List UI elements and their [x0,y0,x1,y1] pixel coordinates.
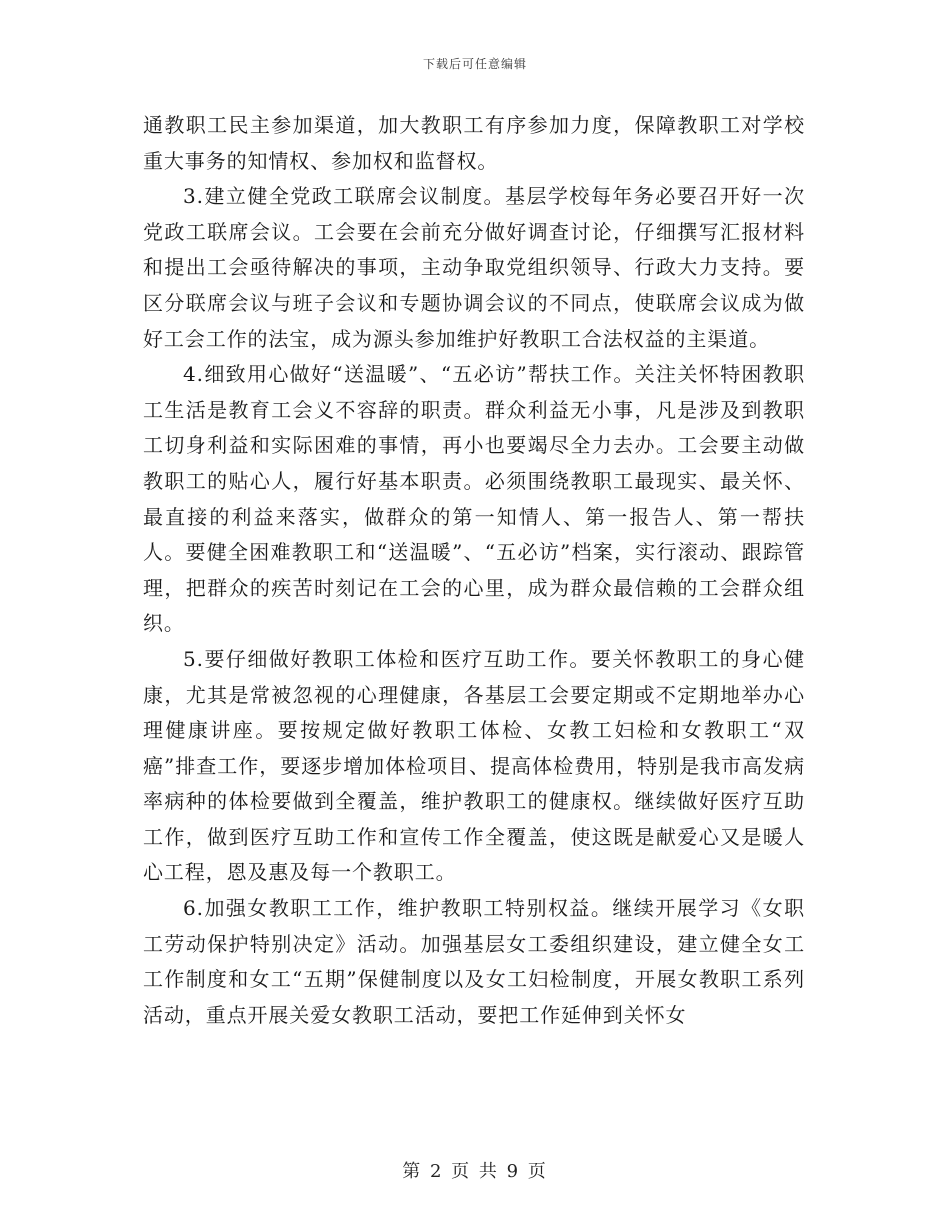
page-footer [0,1157,950,1183]
body-text [143,108,805,1033]
paragraph-item-3: 3.建立健全党政工联席会议制度。基层学校每年务必要召开好一次党政工联席会议。工会要在会前充分做好调查讨论，仔细撰写汇报材料和提出工会亟待解决的事项，主动争取党组织领导、行政大力支持。要区分联席会议与班子会议和专题协调会议的不同点，使联席会议成为做好工会工作的法宝，成为源头参加维护好教职工合法权益的主渠道。 [143,184,805,351]
paragraph-item-6: 6.加强女教职工工作，维护教职工特别权益。继续开展学习《女职工劳动保护特别决定》活动。加强基层女工委组织建设，建立健全女工工作制度和女工“五期”保健制度以及女工妇检制度，开展女教职工系列活动，重点开展关爱女教职工活动，要把工作延伸到关怀女 [143,896,805,1027]
page-number: 第 2 页 共 9 页 [402,1161,548,1182]
paragraph-item-5: 5.要仔细做好教职工体检和医疗互助工作。要关怀教职工的身心健康，尤其是常被忽视的心理健康，各基层工会要定期或不定期地举办心理健康讲座。要按规定做好教职工体检、女教工妇检和女教职工“双癌”排查工作，要逐步增加体检项目、提高体检费用，特别是我市高发病率病种的体检要做到全覆盖，维护教职工的健康权。继续做好医疗互助工作，做到医疗互助工作和宣传工作全覆盖，使这既是献爱心又是暖人心工程，恩及惠及每一个教职工。 [143,646,805,885]
header-note: 下载后可任意编辑 [422,57,527,71]
paragraph-continuation: 通教职工民主参加渠道，加大教职工有序参加力度，保障教职工对学校重大事务的知情权、参加权和监督权。 [143,113,805,173]
paragraph-item-4: 4.细致用心做好“送温暖”、“五必访”帮扶工作。关注关怀特困教职工生活是教育工会义不容辞的职责。群众利益无小事，凡是涉及到教职工切身利益和实际困难的事情，再小也要竭尽全力去办。工会要主动做教职工的贴心人，履行好基本职责。必须围绕教职工最现实、最关怀、最直接的利益来落实，做群众的第一知情人、第一报告人、第一帮扶人。要健全困难教职工和“送温暖”、“五必访”档案，实行滚动、跟踪管理，把群众的疾苦时刻记在工会的心里，成为群众最信赖的工会群众组织。 [143,362,805,636]
